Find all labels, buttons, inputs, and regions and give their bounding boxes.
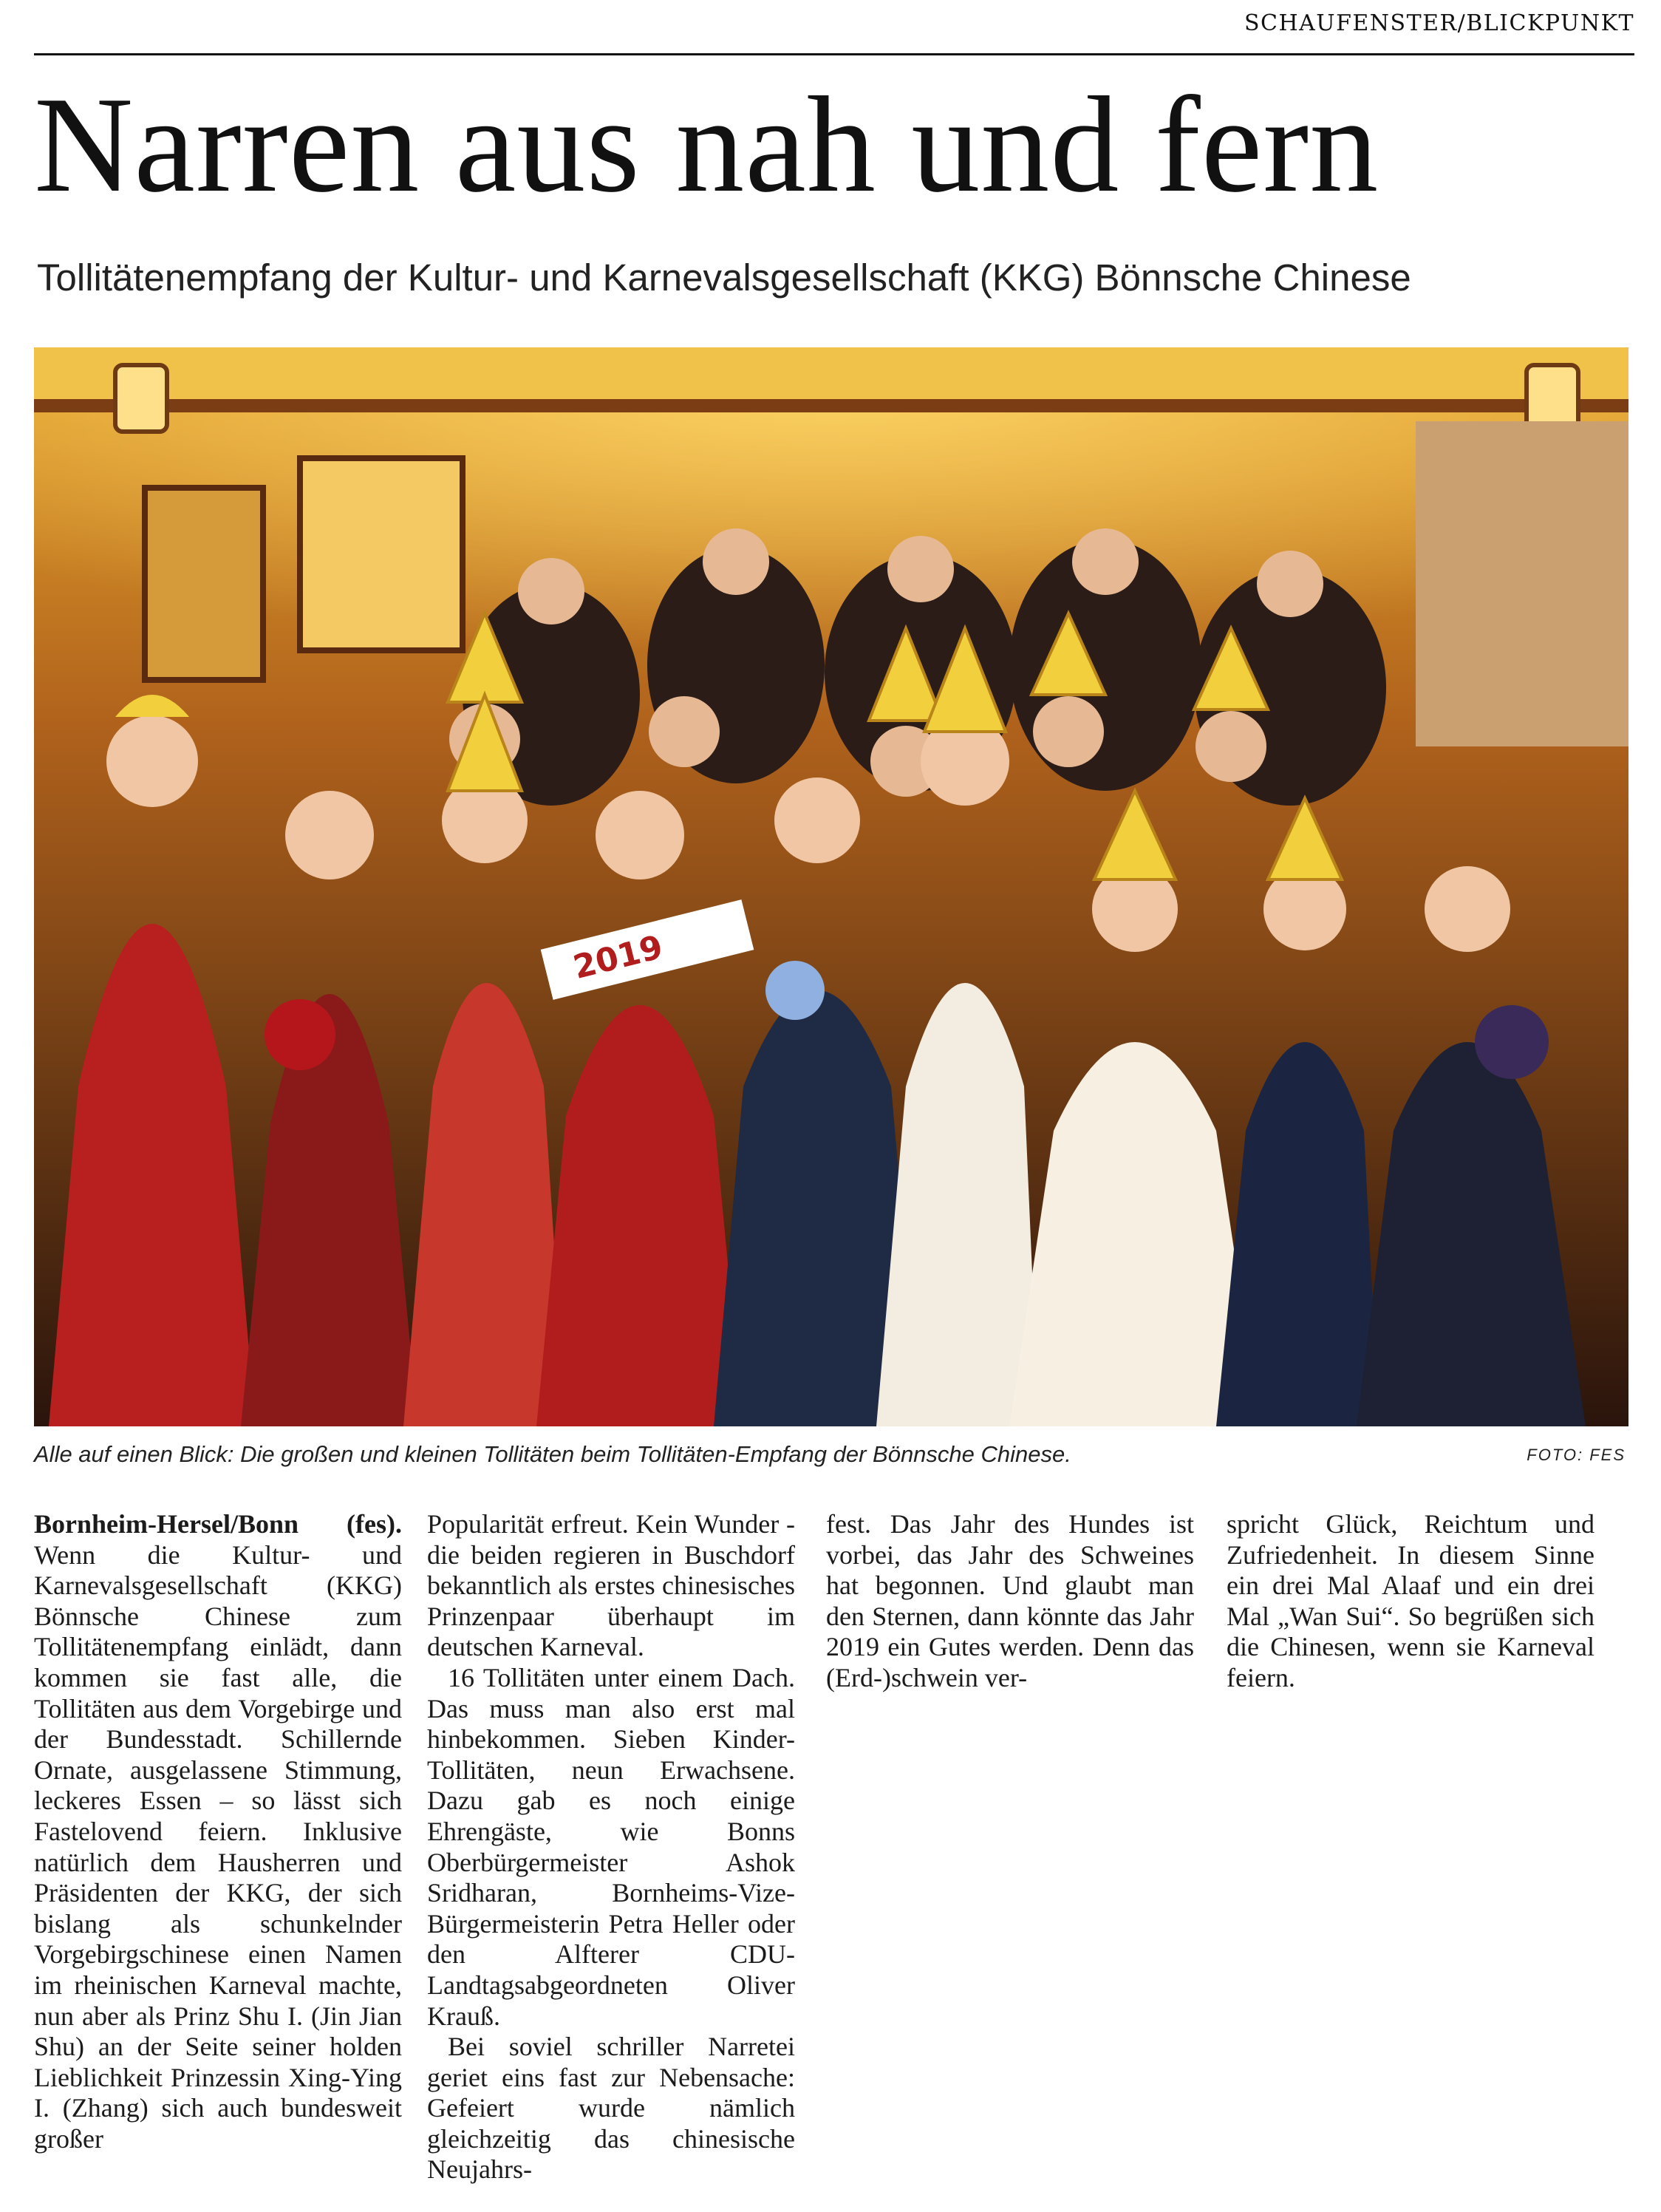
article-column-4 xyxy=(1227,1509,1595,1694)
photo-credit: FOTO: FES xyxy=(1527,1446,1626,1464)
header-rule xyxy=(34,53,1634,55)
subheadline: Tollitätenempfang der Kultur- und Karnevalsgesellschaft (KKG) Bönnsche Chinese xyxy=(37,256,1411,299)
section-label: SCHAUFENSTER/BLICKPUNKT xyxy=(1244,10,1634,36)
article-paragraph: spricht Glück, Reichtum und Zufriedenheit. In diesem Sinne ein drei Mal Alaaf und ein drei Mal „Wan Sui“. So begrüßen sich die Chinesen, wenn sie Karneval feiern. xyxy=(1227,1509,1595,1692)
photo-caption: Alle auf einen Blick: Die großen und kleinen Tollitäten beim Tollitäten-Empfang der Bönnsche Chinese. xyxy=(34,1441,1071,1467)
group-photo-illustration xyxy=(34,347,1628,1426)
article-paragraph: Wenn die Kultur- und Karnevalsgesellschaft (KKG) Bönnsche Chinese zum Tollitätenempfang einlädt, dann kommen sie fast alle, die Tollitäten aus dem Vorgebirge und der Bundesstadt. Schillernde Ornate, ausgelassene Stimmung, leckeres Essen – so lässt sich Fastelovend feiern. Inklusive natürlich dem Hausherren und Präsidenten der KKG, der sich bislang als schunkelnder Vorgebirgschinese einen Namen im rheinischen Karneval machte, nun aber als Prinz Shu I. (Jin Jian Shu) an der Seite seiner holden Lieblichkeit Prinzessin Xing-Ying I. (Zhang) sich auch bundesweit großer xyxy=(34,1539,402,2154)
group-photo xyxy=(34,347,1628,1426)
article-column-2 xyxy=(427,1509,795,2185)
article-column-3 xyxy=(826,1509,1194,1694)
headline: Narren aus nah und fern xyxy=(34,69,1379,221)
scarf-banner-text: 2019 xyxy=(570,928,667,987)
article-paragraph: 16 Tollitäten unter einem Dach. Das muss man also erst mal hinbekommen. Sieben Kinder-Tollitäten, neun Erwachsene. Dazu gab es noch einige Ehrengäste, wie Bonns Oberbürgermeister Ashok Sridharan, Bornheims-Vize-Bürgermeisterin Petra Heller oder den Alfterer CDU-Landtagsabgeordneten Oliver Krauß. xyxy=(427,1662,795,2031)
article-paragraph: fest. Das Jahr des Hundes ist vorbei, das Jahr des Schweines hat begonnen. Und glaubt man den Sternen, dann könnte das Jahr 2019 ein Gutes werden. Denn das (Erd-)schwein ver- xyxy=(826,1509,1194,1692)
dateline: Bornheim-Hersel/Bonn (fes). xyxy=(34,1509,402,1539)
lantern-left xyxy=(115,365,167,432)
article-paragraph: Popularität erfreut. Kein Wunder - die beiden regieren in Buschdorf bekanntlich als erstes chinesisches Prinzenpaar überhaupt im deutschen Karneval. xyxy=(427,1509,795,1662)
article-paragraph: Bei soviel schriller Narretei geriet eins fast zur Nebensache: Gefeiert wurde nämlich gleichzeitig das chinesische Neujahrs- xyxy=(427,2032,795,2185)
article-column-1 xyxy=(34,1509,402,2154)
